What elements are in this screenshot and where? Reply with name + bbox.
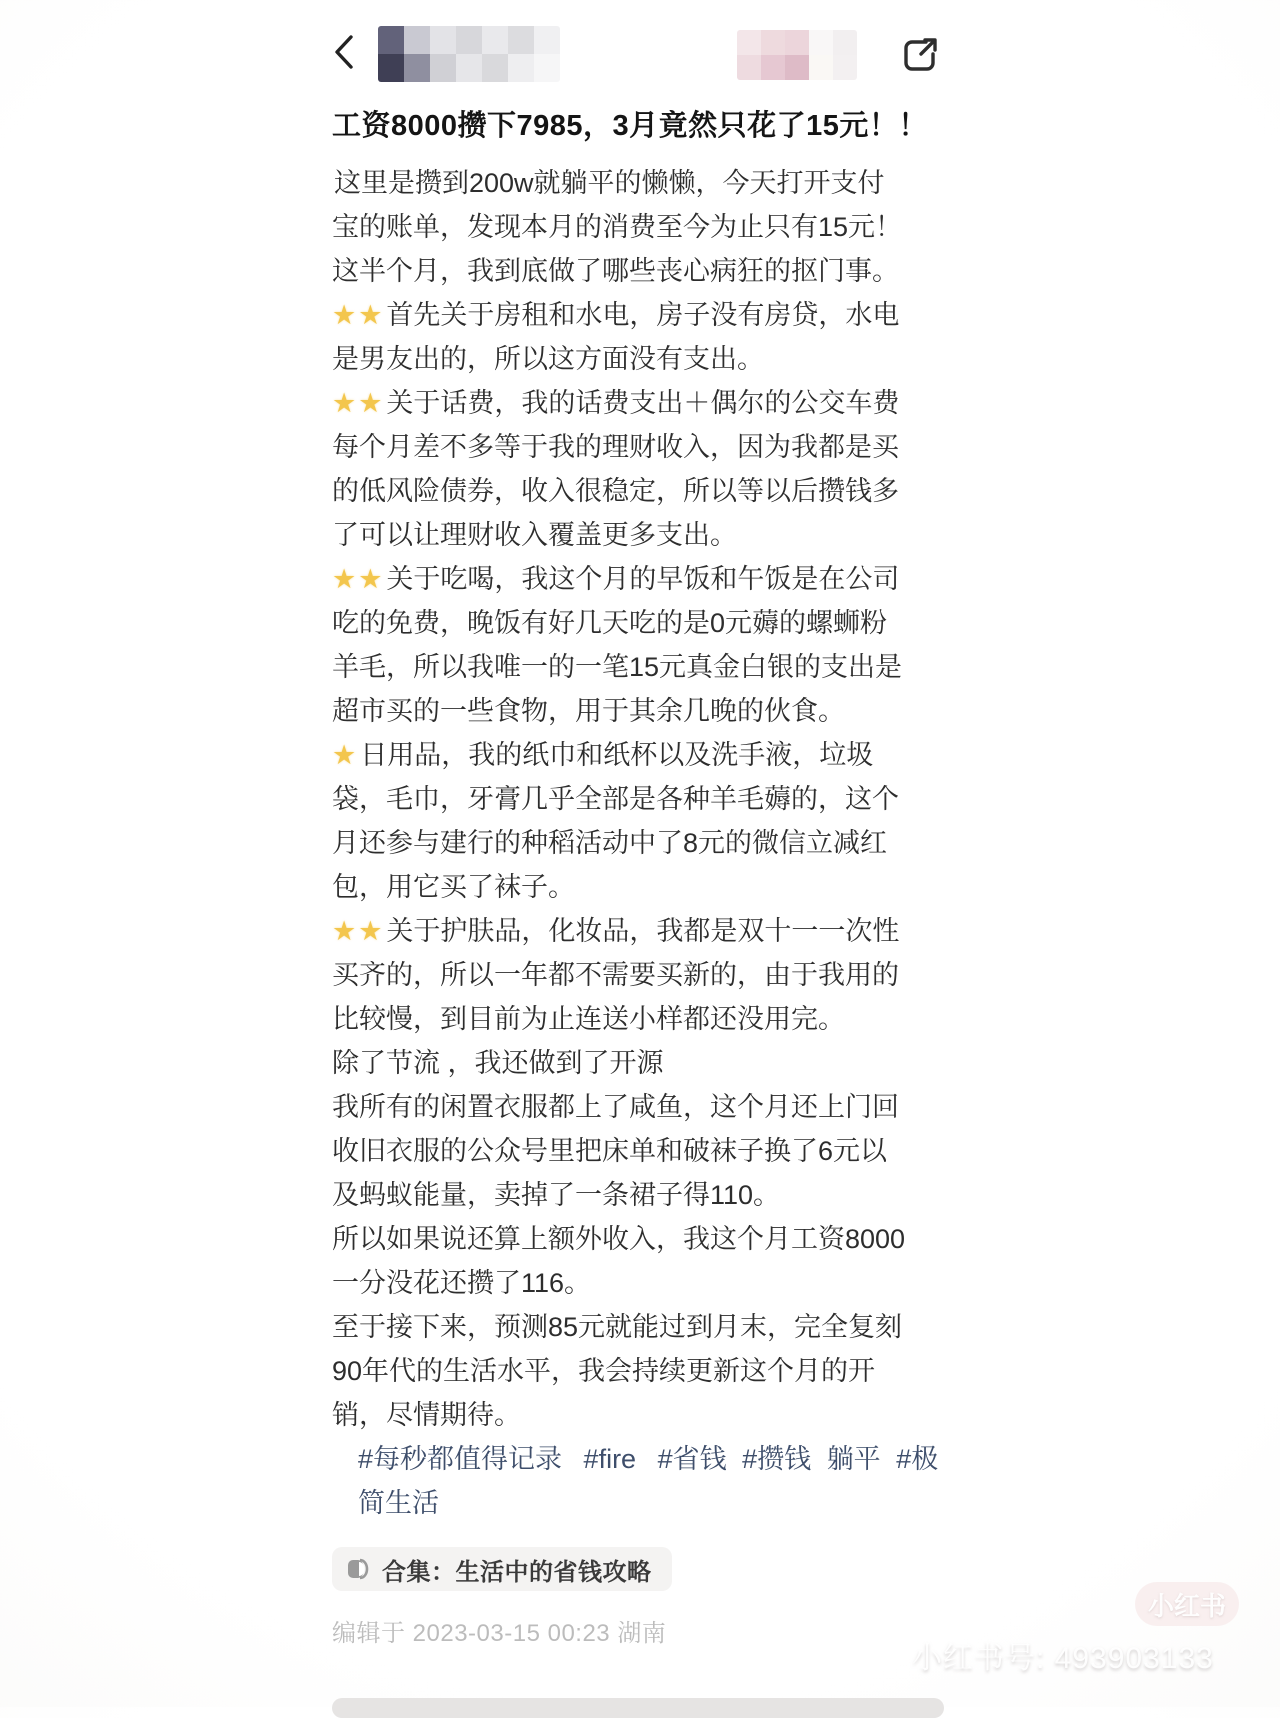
post-header [0, 0, 1280, 96]
hashtag-row [332, 1437, 950, 1525]
star-emoji: ★★ [332, 300, 385, 330]
xiaohongshu-logo-watermark: 小红书 [1135, 1582, 1239, 1626]
bottom-sheet-edge [332, 1698, 944, 1718]
paragraph: ★★首先关于房租和水电，房子没有房贷，水电是男友出的，所以这方面没有支出。 [332, 300, 900, 374]
hashtag[interactable]: #极简生活 [358, 1444, 939, 1518]
paragraph: ★日用品，我的纸巾和纸杯以及洗手液，垃圾袋，毛巾，牙膏几乎全部是各种羊毛薅的，这个月还参与建行的种稻活动中了8元的微信立减红包，用它买了袜子。 [332, 740, 899, 902]
share-button[interactable] [899, 34, 941, 76]
hashtag[interactable]: #攒钱 [742, 1444, 812, 1474]
hashtag[interactable]: #fire [583, 1444, 637, 1474]
paragraph: 这里是攒到200w就躺平的懒懒，今天打开支付宝的账单，发现本月的消费至今为止只有15元！这半个月，我到底做了哪些丧心病狂的抠门事。 [332, 168, 903, 286]
star-emoji: ★★ [332, 388, 385, 418]
follow-button-blurred[interactable] [737, 30, 857, 80]
star-emoji: ★ [332, 740, 359, 770]
paragraph: 所以如果说还算上额外收入，我这个月工资8000一分没花还攒了116。 [332, 1224, 906, 1298]
paragraph: 我所有的闲置衣服都上了咸鱼，这个月还上门回收旧衣服的公众号里把床单和破袜子换了6元以及蚂蚁能量，卖掉了一条裙子得110。 [332, 1092, 899, 1210]
collection-label: 合集：生活中的省钱攻略 [382, 1558, 652, 1586]
hashtag[interactable]: 躺平 [826, 1444, 881, 1474]
share-icon [899, 34, 941, 76]
star-emoji: ★★ [332, 564, 385, 594]
paragraph: 除了节流 ，我还做到了开源 [332, 1048, 664, 1078]
hashtag[interactable]: #每秒都值得记录 [358, 1444, 563, 1474]
collection-icon [346, 1557, 370, 1581]
user-avatar-name-blurred[interactable] [378, 26, 560, 82]
paragraph: ★★关于话费，我的话费支出＋偶尔的公交车费每个月差不多等于我的理财收入，因为我都是买的低风险债券，收入很稳定，所以等以后攒钱多了可以让理财收入覆盖更多支出。 [332, 388, 900, 550]
star-emoji: ★★ [332, 916, 385, 946]
hashtag[interactable]: #省钱 [657, 1444, 727, 1474]
post-content [332, 104, 942, 1648]
back-button[interactable] [330, 32, 360, 72]
xiaohongshu-id-watermark: 小红书号: 493903133 [912, 1642, 1214, 1675]
paragraph: ★★关于护肤品，化妆品，我都是双十一一次性买齐的，所以一年都不需要买新的，由于我用的比较慢，到目前为止连送小样都还没用完。 [332, 916, 900, 1034]
chevron-left-icon [330, 32, 360, 72]
paragraph: ★★关于吃喝，我这个月的早饭和午饭是在公司吃的免费，晚饭有好几天吃的是0元薅的螺蛳粉羊毛，所以我唯一的一笔15元真金白银的支出是超市买的一些食物，用于其余几晚的伙食。 [332, 564, 903, 726]
paragraph: 至于接下来，预测85元就能过到月末，完全复刻90年代的生活水平，我会持续更新这个月的开销，尽情期待。 [332, 1312, 903, 1430]
post-title: 工资8000攒下7985，3月竟然只花了15元！！ [332, 110, 928, 142]
post-body [332, 161, 910, 1437]
edit-timestamp: 编辑于 2023-03-15 00:23 湖南 [332, 1620, 667, 1647]
collection-chip[interactable] [332, 1547, 672, 1591]
